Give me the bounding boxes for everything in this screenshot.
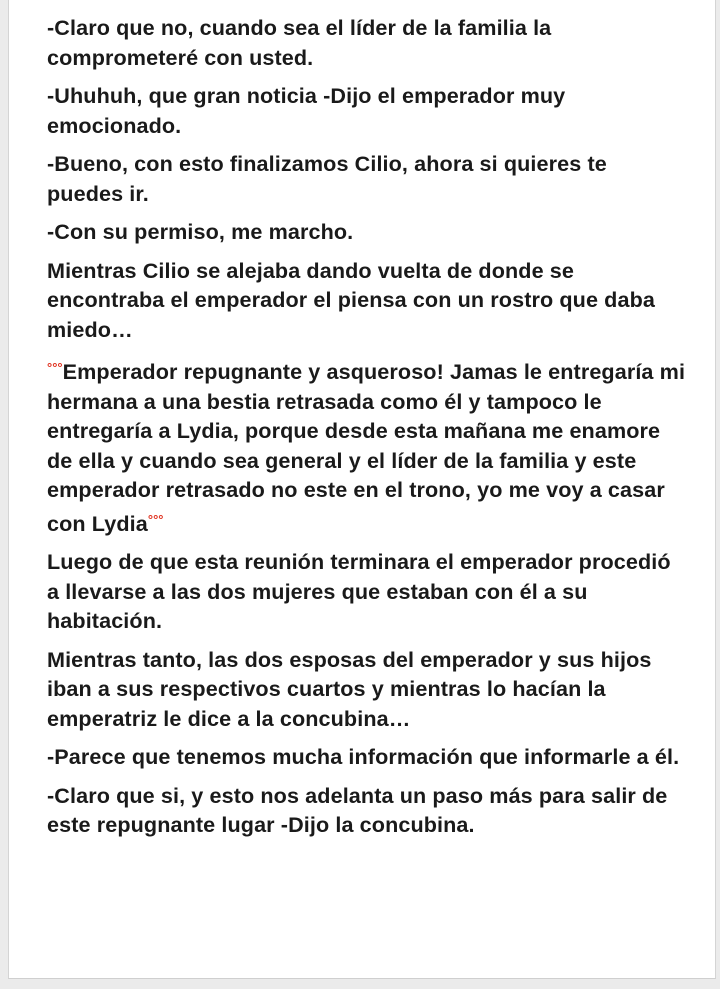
paragraph-narration-2: Luego de que esta reunión terminara el emperador procedió a llevarse a las dos mujeres que estaban con él a su habitación. (47, 549, 671, 633)
paragraph-narration-1: Mientras Cilio se alejaba dando vuelta de donde se encontraba el emperador el piensa con un rostro que daba miedo… (47, 257, 655, 342)
thought-close-mark: °°° (147, 511, 164, 527)
document-page (8, 0, 716, 979)
paragraph-dialogue-5: -Parece que tenemos mucha información que informarle a él. (47, 744, 680, 769)
thought-open-mark: °°° (47, 360, 63, 375)
paragraph-narration-3: Mientras tanto, las dos esposas del emperador y sus hijos iban a sus respectivos cuartos y mientras lo hacían la emperatriz le dice a la concubina… (47, 646, 652, 731)
paragraph-dialogue-6: -Claro que si, y esto nos adelanta un paso más para salir de este repugnante lugar -Dijo la concubina. (47, 782, 668, 837)
story-text (47, 13, 687, 849)
paragraph-dialogue-1: -Claro que no, cuando sea el líder de la familia la comprometeré con usted. (47, 15, 552, 70)
paragraph-dialogue-2: -Uhuhuh, que gran noticia -Dijo el emperador muy emocionado. (47, 83, 566, 138)
paragraph-dialogue-3: -Bueno, con esto finalizamos Cilio, ahora si quieres te puedes ir. (47, 151, 607, 206)
paragraph-dialogue-4: -Con su permiso, me marcho. (47, 219, 354, 244)
thought-text: Emperador repugnante y asqueroso! Jamas le entregaría mi hermana a una bestia retrasada como él y tampoco le entregaría a Lydia, porque desde esta mañana me enamore de ella y cuando sea general y el líder de la familia y este emperador retrasado no este en el trono, yo me voy a casar con Lydia (47, 359, 686, 536)
paragraph-thought (47, 353, 687, 538)
